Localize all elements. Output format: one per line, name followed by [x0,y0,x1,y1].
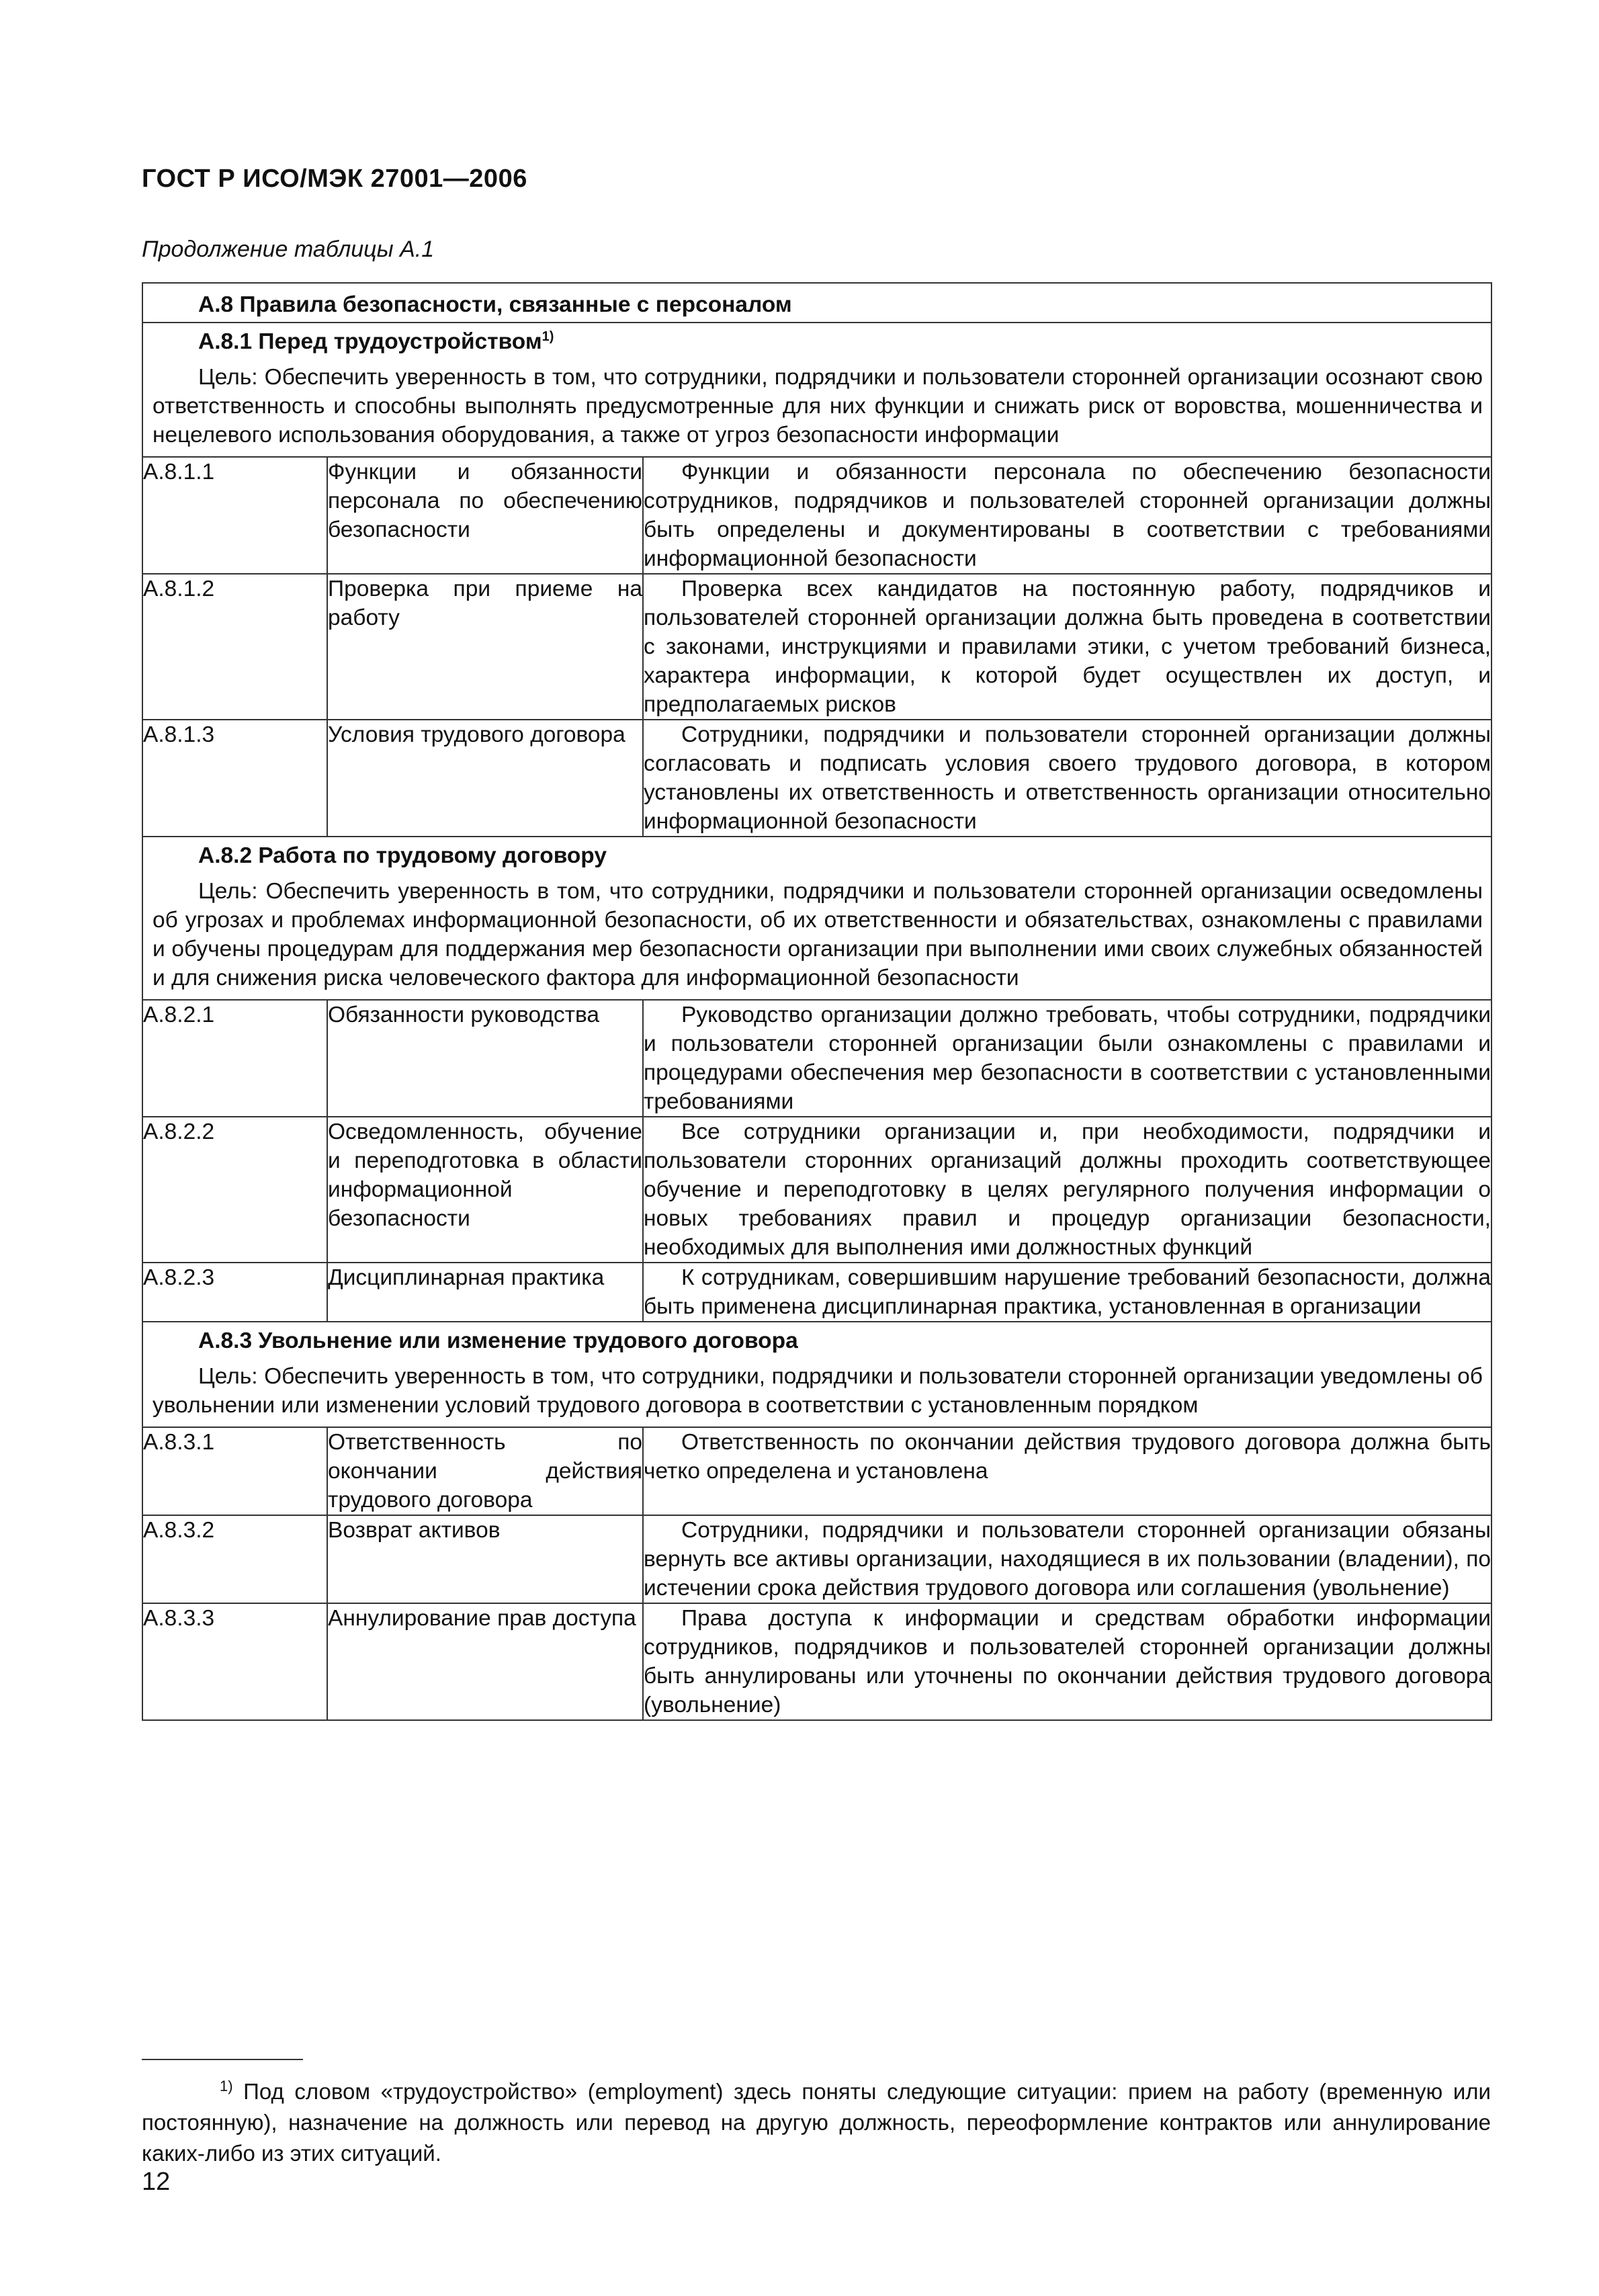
subsection-title [143,323,1491,359]
control-name: Осведомленность, обучение и переподготовка в области информационной безопасности [327,1117,643,1263]
subsection-title: А.8.3 Увольнение или изменение трудового договора [198,1328,798,1353]
subsection-cell [142,837,1492,1000]
control-id: А.8.1.3 [142,720,327,837]
control-id: А.8.3.1 [142,1427,327,1515]
control-row [142,720,1492,837]
control-description: Сотрудники, подрядчики и пользователи сторонней организации должны согласовать и подписать условия своего трудового договора, в котором установлены их ответственность и ответственность организации относительно информационной безопасности [643,720,1492,837]
control-row [142,1427,1492,1515]
page-number: 12 [142,2168,171,2196]
control-row [142,1603,1492,1720]
subsection-title-text: А.8.1 Перед трудоустройством [198,329,542,354]
control-name: Возврат активов [327,1515,643,1603]
control-id: А.8.1.1 [142,457,327,574]
control-description: К сотрудникам, совершившим нарушение требований безопасности, должна быть применена дисциплинарная практика, установленная в организации [643,1263,1492,1322]
control-description: Руководство организации должно требовать, чтобы сотрудники, подрядчики и пользователи сторонней организации были ознакомлены с правилами и процедурами обеспечения мер безопасности в соответствии с установленными требованиями [643,1000,1492,1117]
section-title-cell [142,283,1492,323]
footnote [142,2076,1491,2169]
control-name: Ответственность по окончании действия трудового договора [327,1427,643,1515]
subsection-cell [142,1322,1492,1427]
control-row [142,1263,1492,1322]
control-name: Аннулирование прав доступа [327,1603,643,1720]
subsection-title: А.8.2 Работа по трудовому договору [198,843,607,868]
footnote-reference: 1) [542,329,554,344]
control-id: А.8.2.3 [142,1263,327,1322]
section-header-row [142,283,1492,323]
control-row [142,457,1492,574]
control-description: Функции и обязанности персонала по обеспечению безопасности сотрудников, подрядчиков и пользователей сторонней организации должны быть определены и документированы в соответствии с требованиями информационной безопасности [643,457,1492,574]
control-row [142,1515,1492,1603]
control-name: Проверка при приеме на работу [327,574,643,720]
document-title: ГОСТ Р ИСО/МЭК 27001—2006 [142,165,527,193]
controls-table [142,282,1492,1721]
control-description: Сотрудники, подрядчики и пользователи сторонней организации обязаны вернуть все активы организации, находящиеся в их пользовании (владении), по истечении срока действия трудового договора или соглашения (увольнение) [643,1515,1492,1603]
subsection-row [142,323,1492,457]
subsection-goal: Цель: Обеспечить уверенность в том, что сотрудники, подрядчики и пользователи сторонней организации осведомлены об угрозах и проблемах информационной безопасности, об их ответственности и обязательствах, ознакомлены с правилами и обучены процедурам для поддержания мер безопасности организации при выполнении ими своих служебных обязанностей и для снижения риска человеческого фактора для информационной безопасности [153,879,1483,990]
footnote-text: Под словом «трудоустройство» (employment) здесь поняты следующие ситуации: прием на работу (временную или постоянную), назначение на должность или перевод на другую должность, переоформление контрактов или аннулирование каких-либо из этих ситуаций. [142,2079,1491,2166]
control-id: А.8.1.2 [142,574,327,720]
control-name: Дисциплинарная практика [327,1263,643,1322]
subsection-goal: Цель: Обеспечить уверенность в том, что сотрудники, подрядчики и пользователи сторонней организации уведомлены об увольнении или изменении условий трудового договора в соответствии с установленным порядком [153,1364,1483,1418]
control-row [142,1000,1492,1117]
control-id: А.8.3.3 [142,1603,327,1720]
section-title: А.8 Правила безопасности, связанные с персоналом [198,292,792,317]
control-id: А.8.2.1 [142,1000,327,1117]
control-description: Права доступа к информации и средствам обработки информации сотрудников, подрядчиков и пользователей сторонней организации должны быть аннулированы или уточнены по окончании действия трудового договора (увольнение) [643,1603,1492,1720]
control-description: Ответственность по окончании действия трудового договора должна быть четко определена и установлена [643,1427,1492,1515]
subsection-row [142,837,1492,1000]
control-id: А.8.3.2 [142,1515,327,1603]
table-caption: Продолжение таблицы А.1 [142,237,435,262]
subsection-goal: Цель: Обеспечить уверенность в том, что сотрудники, подрядчики и пользователи сторонней организации осознают свою ответственность и способны выполнять предусмотренные для них функции и снижать риск от воровства, мошенничества и нецелевого использования оборудования, а также от угроз безопасности информации [153,365,1483,448]
footnote-mark: 1) [220,2078,233,2094]
control-description: Проверка всех кандидатов на постоянную работу, подрядчиков и пользователей сторонней организации должна быть проведена в соответствии с законами, инструкциями и правилами этики, с учетом требований бизнеса, характера информации, к которой будет осуществлен их доступ, и предполагаемых рисков [643,574,1492,720]
footnote-divider [142,2059,303,2060]
control-name: Обязанности руководства [327,1000,643,1117]
subsection-row [142,1322,1492,1427]
control-id: А.8.2.2 [142,1117,327,1263]
subsection-cell [142,323,1492,457]
control-name: Функции и обязанности персонала по обеспечению безопасности [327,457,643,574]
control-name: Условия трудового договора [327,720,643,837]
control-row [142,1117,1492,1263]
control-description: Все сотрудники организации и, при необходимости, подрядчики и пользователи сторонних организаций должны проходить соответствующее обучение и переподготовку в целях регулярного получения информации о новых требованиях правил и процедур организации безопасности, необходимых для выполнения ими должностных функций [643,1117,1492,1263]
control-row [142,574,1492,720]
